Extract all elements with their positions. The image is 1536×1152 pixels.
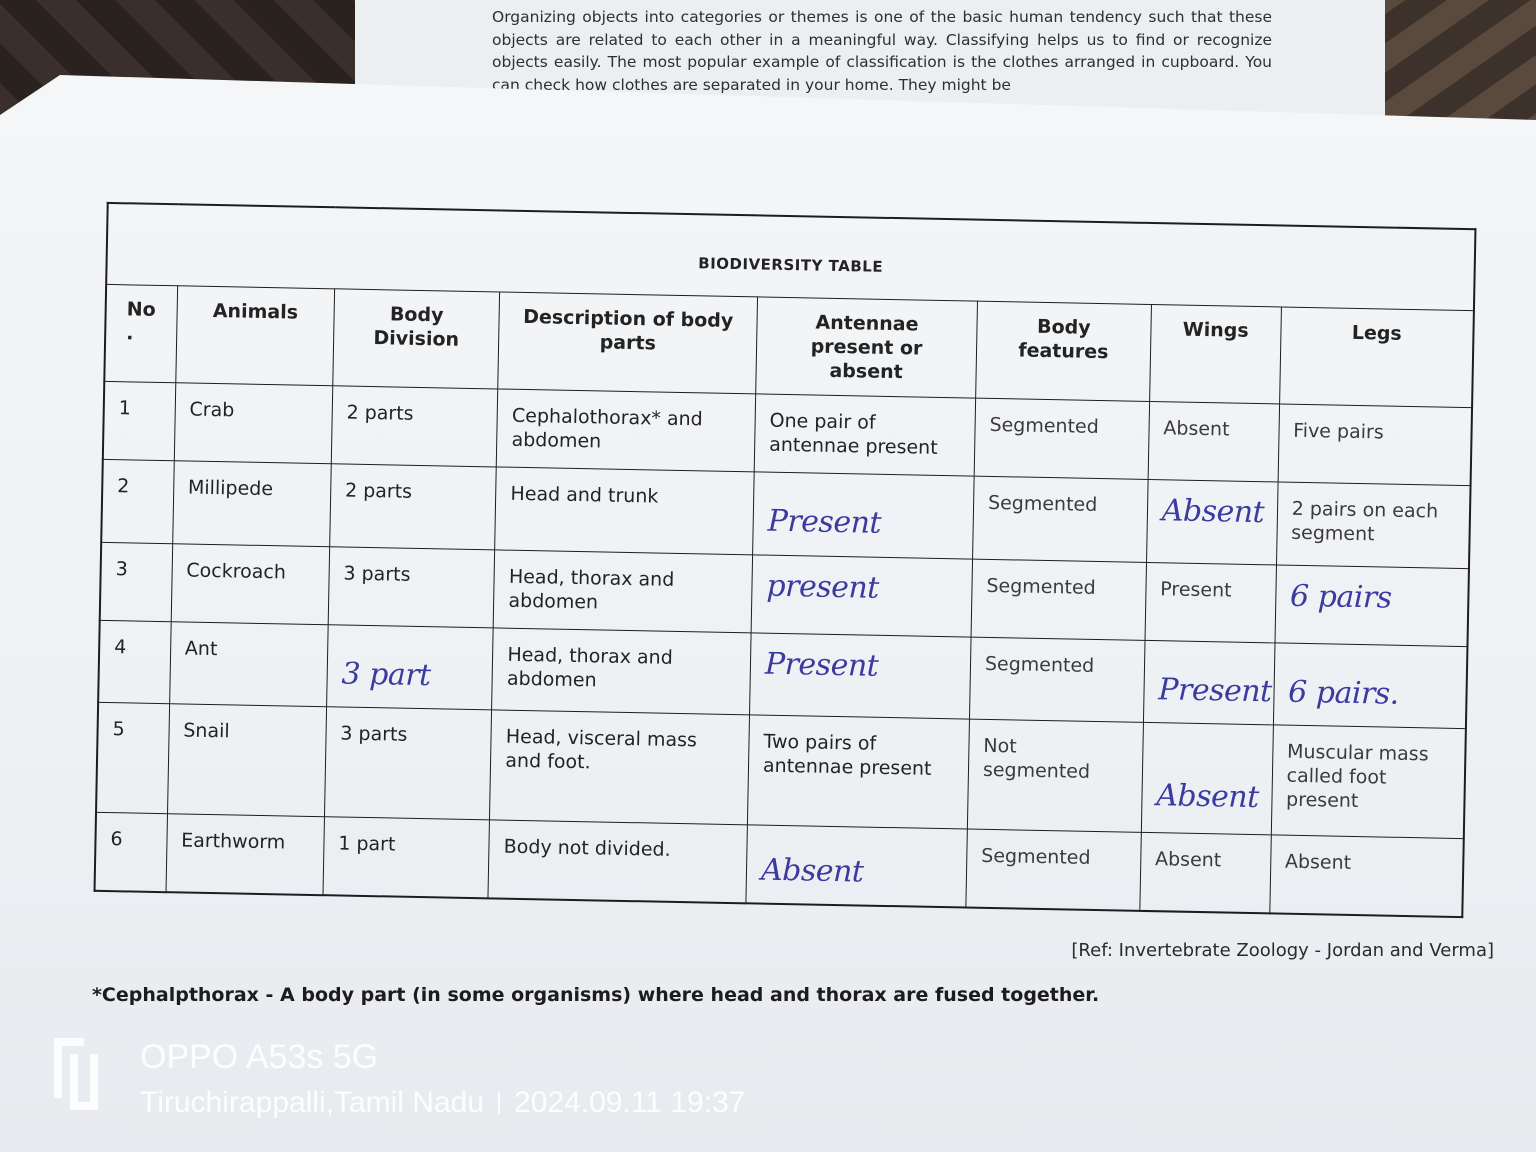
intro-paragraph: Organizing objects into categories or themes is one of the basic human tendency such that these objects are related to each other in a meaningful way. Classifying helps us to find or recognize objects easily. The most popular example of classification is the clothes arranged in cupboard. You can check how clothes are separated in your home. They might be [492, 8, 1272, 94]
cell-antennae: Two pairs of antennae present [747, 715, 969, 829]
cell-legs: 2 pairs on each segment [1276, 482, 1470, 568]
cell-no: 5 [96, 702, 169, 813]
reference-citation: [Ref: Invertebrate Zoology - Jordan and Verma] [1071, 940, 1494, 961]
cell-antennae [746, 825, 967, 908]
handwritten-antennae: present [766, 568, 880, 606]
cell-legs: Five pairs [1278, 404, 1472, 486]
header-legs: Legs [1279, 307, 1474, 408]
header-body-features: Body features [976, 301, 1152, 401]
watermark-details [140, 1086, 745, 1120]
watermark-separator [498, 1092, 500, 1114]
handwritten-legs: 6 pairs [1289, 578, 1392, 616]
cell-description: Body not divided. [488, 820, 747, 904]
oppo-logo-icon [52, 1036, 100, 1114]
cell-antennae [751, 554, 972, 636]
header-description: Description of body parts [498, 292, 757, 394]
cell-legs [1275, 565, 1469, 647]
cell-wings [1143, 640, 1274, 725]
cell-description: Head, thorax and abdomen [492, 628, 751, 715]
header-antennae: Antennae present or absent [756, 297, 978, 398]
cell-no: 6 [95, 812, 168, 892]
handwritten-wings: Absent [1155, 778, 1260, 816]
cell-body-features: Segmented [971, 559, 1146, 640]
cell-wings: Absent [1148, 401, 1279, 482]
header-animals: Animals [176, 286, 335, 386]
cell-antennae [753, 472, 974, 559]
cell-body-features: Segmented [966, 829, 1141, 911]
cell-description: Head, thorax and abdomen [493, 550, 752, 633]
handwritten-wings: Present [1158, 671, 1272, 709]
cell-antennae: One pair of antennae present [754, 394, 975, 476]
cell-legs: Muscular mass called foot present [1271, 725, 1466, 838]
header-no: No . [104, 284, 177, 382]
cell-animal: Crab [174, 383, 333, 464]
cell-body-division: 2 parts [331, 386, 498, 467]
cell-body-division [326, 624, 493, 710]
cell-description: Head and trunk [495, 467, 754, 554]
handwritten-antennae: Absent [760, 852, 864, 890]
cell-no: 1 [103, 381, 176, 460]
footnote: *Cephalpthorax - A body part (in some organisms) where head and thorax are fused together. [92, 984, 1100, 1006]
cell-body-division: 3 parts [328, 546, 495, 627]
cell-wings: Absent [1140, 832, 1271, 913]
watermark-location: Tiruchirappalli,Tamil Nadu [140, 1086, 485, 1119]
cell-antennae [749, 632, 970, 719]
cell-body-features: Segmented [969, 637, 1144, 723]
cell-no: 2 [101, 459, 174, 543]
biodiversity-table-wrapper [94, 202, 1477, 918]
cell-animal: Cockroach [171, 543, 330, 624]
cell-body-division: 1 part [323, 817, 490, 899]
watermark-device: OPPO A53s 5G [140, 1038, 379, 1076]
cell-description: Cephalothorax* and abdomen [497, 389, 756, 472]
cell-wings: Present [1145, 562, 1276, 643]
cell-animal: Millipede [172, 461, 331, 547]
handwritten-antennae: Present [764, 646, 879, 684]
cell-animal: Snail [167, 704, 326, 817]
cell-animal: Ant [169, 621, 328, 707]
watermark-datetime: 2024.09.11 19:37 [514, 1086, 746, 1119]
cell-body-division: 3 parts [324, 707, 492, 820]
header-wings: Wings [1149, 304, 1281, 403]
cell-body-features: Segmented [972, 476, 1147, 562]
biodiversity-table [94, 202, 1477, 918]
handwritten-legs: 6 pairs. [1287, 674, 1400, 712]
header-body-division: Body Division [333, 289, 500, 389]
cell-animal: Earthworm [166, 814, 325, 896]
table-title: BIODIVERSITY TABLE [106, 203, 1475, 311]
cell-wings [1141, 723, 1273, 835]
cell-body-division: 2 parts [330, 464, 497, 550]
cell-legs: Absent [1269, 835, 1463, 917]
cell-body-features: Segmented [974, 398, 1149, 479]
handwritten-antennae: Present [767, 503, 882, 541]
cell-description: Head, visceral mass and foot. [490, 710, 750, 825]
handwritten-wings: Absent [1161, 493, 1265, 531]
cell-wings [1146, 479, 1277, 564]
cell-body-features: Not segmented [967, 719, 1143, 832]
cell-no: 3 [100, 542, 173, 621]
cell-legs [1273, 643, 1467, 729]
cell-no: 4 [98, 620, 171, 704]
handwritten-body-division: 3 part [341, 656, 431, 693]
